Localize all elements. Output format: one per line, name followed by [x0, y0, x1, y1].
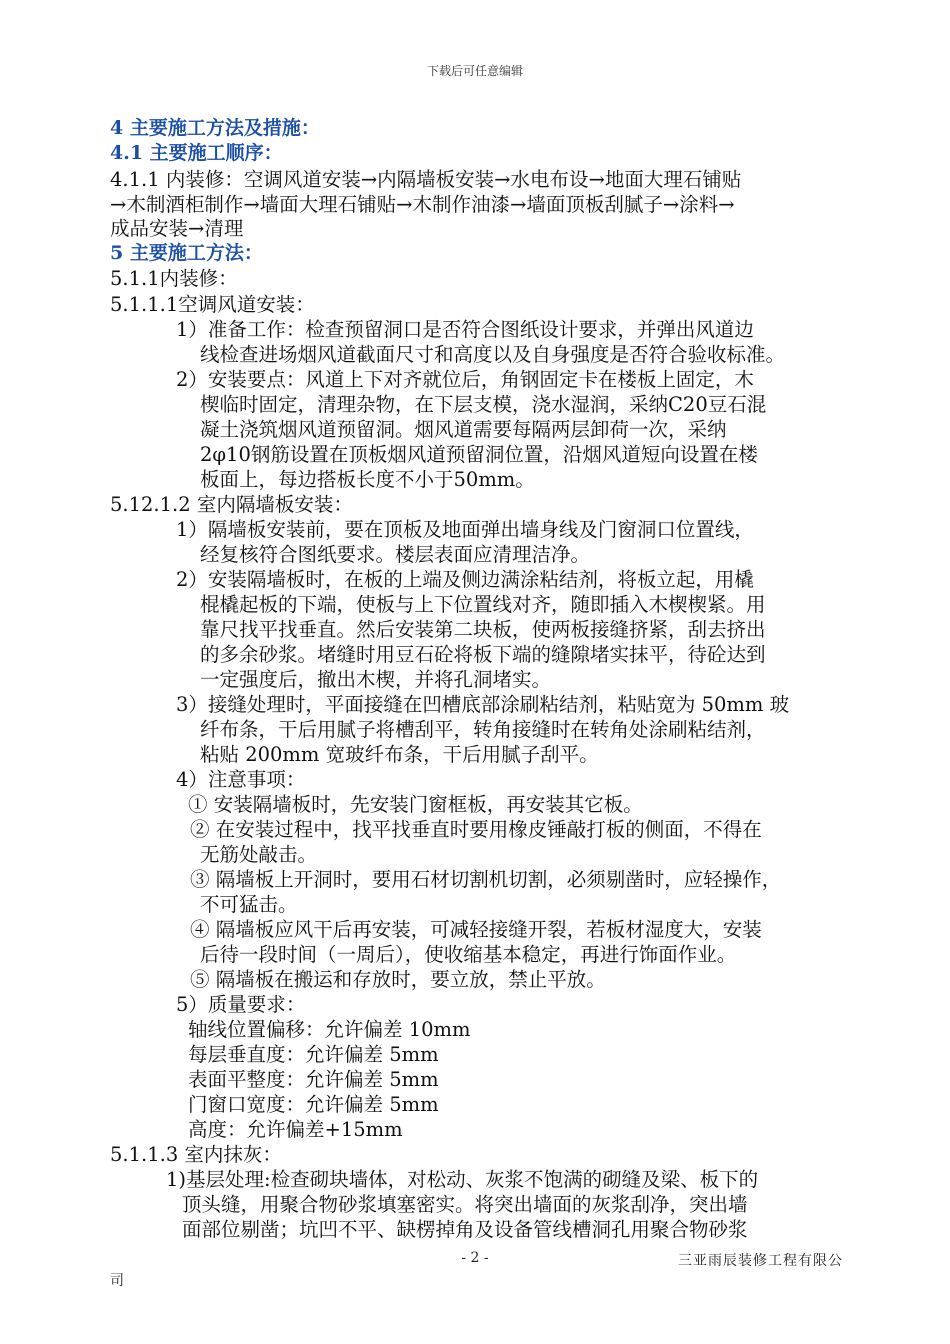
paragraph-line: 粘贴 200mm 宽玻纤布条，干后用腻子刮平。: [200, 743, 599, 766]
paragraph-line: 2φ10钢筋设置在顶板烟风道预留洞位置，沿烟风道短向设置在楼: [200, 443, 758, 466]
paragraph-line: 5.1.1.3 室内抹灰：: [110, 1143, 282, 1166]
paragraph-line: 轴线位置偏移：允许偏差 10mm: [188, 1018, 471, 1041]
company-name-tail: 司: [110, 1273, 124, 1289]
paragraph-line: 表面平整度：允许偏差 5mm: [188, 1068, 439, 1091]
paragraph-line: 经复核符合图纸要求。楼层表面应清理洁净。: [200, 543, 591, 566]
page-number: - 2 -: [461, 1250, 489, 1266]
paragraph-line: 4）注意事项：: [176, 768, 306, 791]
paragraph-line: 5.12.1.2 室内隔墙板安装：: [110, 493, 353, 516]
paragraph-line: 2）安装隔墙板时，在板的上端及侧边满涂粘结剂，将板立起，用橇: [176, 568, 754, 591]
paragraph-line: 后待一段时间（一周后），使收缩基本稳定，再进行饰面作业。: [200, 943, 737, 966]
paragraph-line: 5.1.1.1空调风道安装：: [110, 293, 315, 316]
paragraph-line: 1)基层处理:检查砌块墙体，对松动、灰浆不饱满的砌缝及梁、板下的: [166, 1168, 759, 1191]
paragraph-line: ③ 隔墙板上开洞时，要用石材切割机切割，必须剔凿时，应轻操作，: [190, 868, 782, 891]
paragraph-line: 纤布条，干后用腻子将槽刮平，转角接缝时在转角处涂刷粘结剂，: [200, 718, 766, 741]
heading-section-4: 4 主要施工方法及措施：: [110, 117, 320, 139]
paragraph-line: 楔临时固定，清理杂物，在下层支模，浇水湿润，采纳C20豆石混: [200, 393, 767, 416]
paragraph-line: 5.1.1内装修：: [110, 267, 238, 290]
heading-section-5: 5 主要施工方法：: [110, 242, 263, 264]
paragraph-line: 成品安装→清理: [110, 217, 244, 240]
paragraph-line: ① 安装隔墙板时，先安装门窗框板，再安装其它板。: [188, 793, 643, 816]
paragraph-line: 3）接缝处理时，平面接缝在凹槽底部涂刷粘结剂，粘贴宽为 50mm 玻: [176, 693, 790, 716]
paragraph-line: ② 在安装过程中，找平找垂直时要用橡皮锤敲打板的侧面，不得在: [190, 818, 762, 841]
paragraph-line: 每层垂直度：允许偏差 5mm: [188, 1043, 439, 1066]
paragraph-line: →木制酒柜制作→墙面大理石铺贴→木制作油漆→墙面顶板刮腻子→涂料→: [110, 193, 735, 216]
paragraph-line: 靠尺找平找垂直。然后安装第二块板，使两板接缝挤紧，刮去挤出: [200, 618, 766, 641]
paragraph-line: 线检查进场烟风道截面尺寸和高度以及自身强度是否符合验收标准。: [200, 343, 786, 366]
paragraph-line: 棍橇起板的下端，使板与上下位置线对齐，随即插入木楔楔紧。用: [200, 593, 766, 616]
paragraph-line: 的多余砂浆。堵缝时用豆石砼将板下端的缝隙堵实抹平，待砼达到: [200, 643, 766, 666]
paragraph-line: 顶头缝，用聚合物砂浆填塞密实。将突出墙面的灰浆刮净，突出墙: [182, 1193, 748, 1216]
paragraph-line: ④ 隔墙板应风干后再安装，可减轻接缝开裂，若板材湿度大，安装: [190, 918, 762, 941]
company-name: 三亚雨辰装修工程有限公: [678, 1253, 843, 1269]
page-header: 下载后可任意编辑: [426, 64, 523, 78]
paragraph-line: ⑤ 隔墙板在搬运和存放时，要立放，禁止平放。: [190, 968, 606, 991]
paragraph-line: 凝土浇筑烟风道预留洞。烟风道需要每隔两层卸荷一次，采纳: [200, 418, 727, 441]
paragraph-line: 1）准备工作：检查预留洞口是否符合图纸设计要求，并弹出风道边: [176, 318, 754, 341]
heading-section-4-1: 4.1 主要施工顺序：: [110, 142, 283, 164]
paragraph-line: 无筋处敲击。: [200, 843, 318, 866]
paragraph-line: 1）隔墙板安装前，要在顶板及地面弹出墙身线及门窗洞口位置线，: [176, 518, 754, 541]
paragraph-line: 一定强度后，撤出木楔，并将孔洞堵实。: [200, 668, 552, 691]
paragraph-line: 5）质量要求：: [176, 993, 306, 1016]
paragraph-line: 不可猛击。: [200, 893, 298, 916]
paragraph-line: 板面上，每边搭板长度不小于50mm。: [200, 468, 535, 491]
paragraph-line: 2）安装要点：风道上下对齐就位后，角钢固定卡在楼板上固定，木: [176, 368, 754, 391]
paragraph-line: 面部位剔凿；坑凹不平、缺楞掉角及设备管线槽洞孔用聚合物砂浆: [182, 1218, 748, 1241]
paragraph-line: 门窗口宽度：允许偏差 5mm: [188, 1093, 439, 1116]
paragraph-line: 4.1.1 内装修：空调风道安装→内隔墙板安装→水电布设→地面大理石铺贴: [110, 168, 742, 191]
paragraph-line: 高度：允许偏差+15mm: [188, 1118, 403, 1141]
